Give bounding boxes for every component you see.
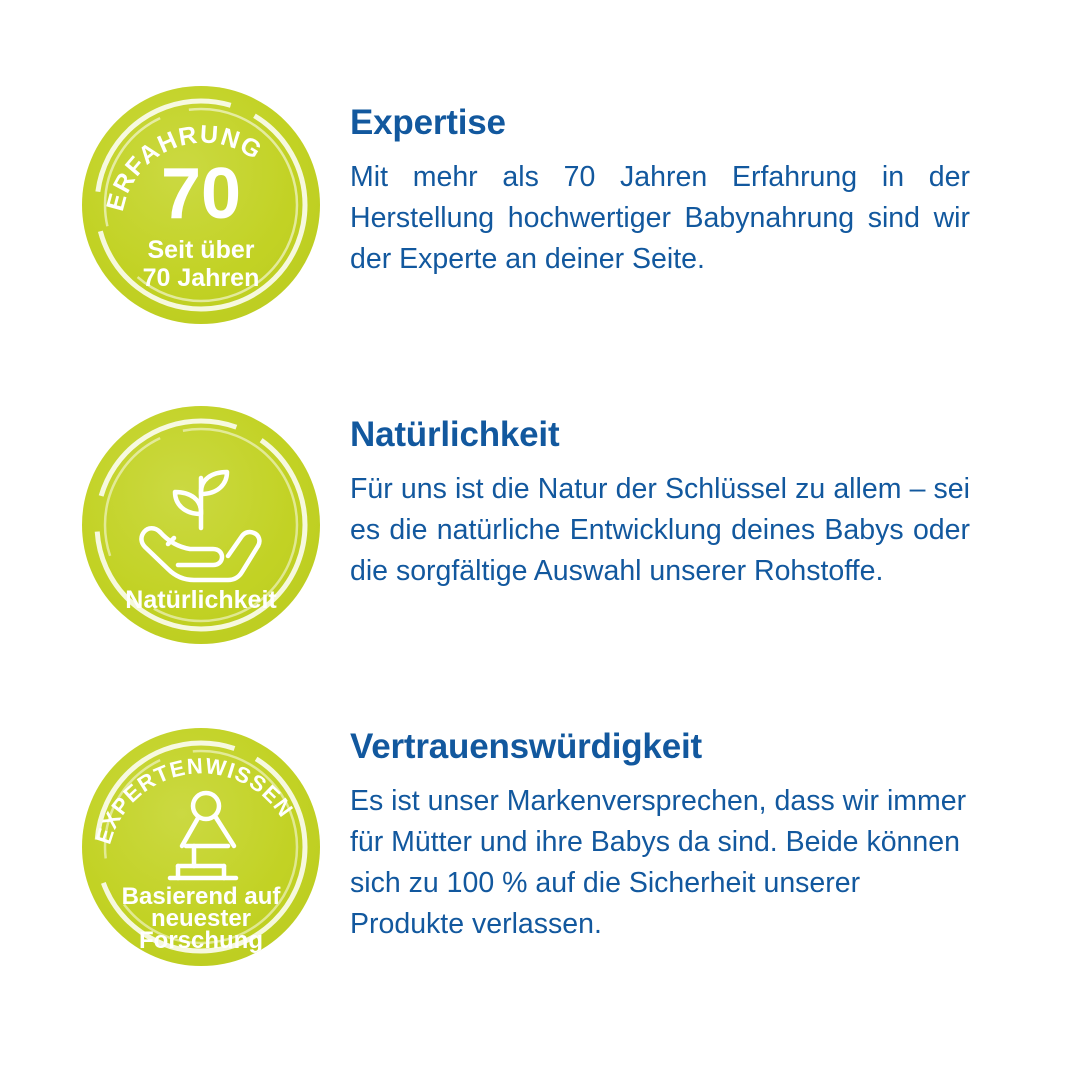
feature-row-trustworthiness	[70, 728, 970, 976]
plant-in-hand-icon	[141, 472, 259, 580]
badge-container-expert-knowledge	[70, 728, 330, 976]
svg-text:70: 70	[160, 154, 242, 234]
expert-knowledge-badge	[82, 728, 320, 966]
microscope-icon	[170, 793, 236, 878]
svg-text:neuester: neuester	[150, 905, 252, 932]
feature-body: Es ist unser Markenversprechen, dass wir immer für Mütter und ihre Babys da sind. Beide können sich zu 100 % auf die Sicherheit unserer Produkte verlassen.	[350, 784, 967, 941]
feature-text-expertise	[330, 86, 970, 280]
badge-container-naturalness	[70, 406, 330, 654]
feature-text-trustworthiness	[330, 728, 970, 946]
badge-container-experience	[70, 86, 330, 334]
feature-title: Natürlichkeit	[350, 415, 560, 454]
feature-text-naturalness	[330, 406, 970, 592]
svg-text:70 Jahren: 70 Jahren	[142, 264, 260, 292]
feature-title: Vertrauenswürdigkeit	[350, 727, 702, 766]
svg-text:Basierend auf: Basierend auf	[121, 883, 281, 910]
experience-badge	[82, 86, 320, 324]
svg-text:Natürlichkeit: Natürlichkeit	[125, 586, 277, 614]
svg-text:Forschung: Forschung	[139, 927, 263, 954]
svg-text:ERFAHRUNG: ERFAHRUNG	[101, 120, 268, 214]
svg-text:Seit über: Seit über	[147, 236, 255, 264]
naturalness-badge	[82, 406, 320, 644]
feature-row-expertise	[70, 86, 970, 334]
feature-row-naturalness	[70, 406, 970, 654]
feature-body: Mit mehr als 70 Jahren Erfahrung in der Herstellung hochwertiger Babynahrung sind wir der Experte an deiner Seite.	[350, 160, 970, 276]
feature-title: Expertise	[350, 103, 506, 142]
svg-text:EXPERTENWISSEN: EXPERTENWISSEN	[90, 753, 299, 847]
feature-body: Für uns ist die Natur der Schlüssel zu allem – sei es die natürliche Entwicklung deines Babys oder die sorgfältige Auswahl unserer Rohstoffe.	[350, 472, 970, 588]
